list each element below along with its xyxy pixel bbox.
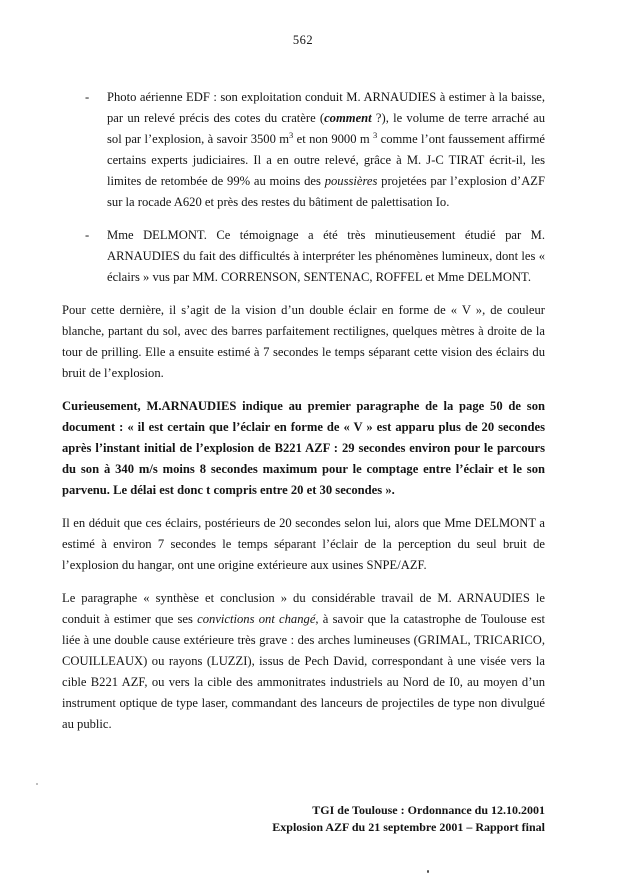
text-segment-italic: convictions ont changé (197, 612, 316, 626)
bullet-item-photo-aerienne (62, 87, 545, 213)
text-segment: Curieusement, M.ARNAUDIES indique au premier paragraphe de la page 50 de son document : « il est certain que l’éclair en forme de « V » est apparu plus de 20 secondes après l’instant initial de l’explosion de B221 AZF : 29 secondes environ pour le parcours du son à 340 m/s moins 8 secondes maximum pour le comptage entre l’éclair et le son parvenu. Le délai est donc t compris entre 20 et 30 secondes ». (62, 399, 545, 497)
bullet-dash: - (85, 90, 90, 104)
text-segment: projetées par l’explosion d’AZF sur la rocade A620 et près des restes du bâtiment de palettisation Io. (107, 174, 545, 209)
text-segment: Photo aérienne EDF : son exploitation conduit M. ARNAUDIES à estimer à la baisse, par un relevé précis des cotes du cratère ( (107, 90, 545, 125)
text-segment: Mme DELMONT. Ce témoignage a été très minutieusement étudié par M. ARNAUDIES du fait des difficultés à interpréter les phénomènes lumineux, dont les « éclairs » vus par MM. CORRENSON, SENTENAC, ROFFEL et Mme DELMONT. (107, 228, 545, 284)
bullet-text (107, 228, 545, 284)
bullet-text (107, 90, 545, 209)
text-segment: et non 9000 m (293, 132, 374, 146)
text-segment-italic: poussières (324, 174, 378, 188)
paragraph-curieusement-bold (62, 396, 545, 501)
text-segment: comme l’ont faussement affirmé certains experts judiciaires. Il a en outre relevé, grâce à M. J-C TIRAT écrit-il, les limites de retombée de 99% au moins des (107, 132, 545, 188)
paragraph-synthese-conclusion (62, 588, 545, 735)
paragraph-pour-cette-derniere (62, 300, 545, 384)
footer-line-report: Explosion AZF du 21 septembre 2001 – Rapport final (272, 819, 545, 834)
text-segment: Pour cette dernière, il s’agit de la vision d’un double éclair en forme de « V », de couleur blanche, partant du sol, avec des barres parfaitement rectilignes, quelques mètres à droite de la tour de prilling. Elle a ensuite estimé à 7 secondes le temps séparant cette vision des éclairs du bruit de l’explosion. (62, 303, 545, 380)
text-segment: , à savoir que la catastrophe de Toulouse est liée à une double cause extérieure très grave : des arches lumineuses (GRIMAL, TRICARICO, COUILLEAUX) ou rayons (LUZZI), issus de Pech David, correspondant à une visée vers la cible B221 AZF, ou vers la cible des ammonitrates industriels au Nord de I0, au moyen d’un instrument optique de type laser, commandant des lanceurs de projectiles de type non divulgué au public. (62, 612, 545, 731)
scan-speck (427, 870, 429, 873)
bullet-item-mme-delmont (62, 225, 545, 288)
text-segment: Il en déduit que ces éclairs, postérieurs de 20 secondes selon lui, alors que Mme DELMONT a estimé à environ 7 secondes le temps séparant l’éclair de la perception du seul bruit de l’explosion du hangar, ont une origine extérieure aux usines SNPE/AZF. (62, 516, 545, 572)
paragraph-il-en-deduit (62, 513, 545, 576)
page-number: 562 (292, 33, 314, 47)
text-segment: Le paragraphe « synthèse et conclusion » du considérable travail de M. ARNAUDIES le conduit à estimer que ses (62, 591, 545, 626)
page-footer (0, 802, 545, 835)
bullet-dash: - (85, 228, 90, 242)
superscript-cubed: 3 (289, 129, 294, 140)
page-content (62, 87, 545, 735)
scan-speck (36, 783, 38, 785)
footer-line-court: TGI de Toulouse : Ordonnance du 12.10.2001 (312, 803, 545, 817)
text-segment: ?), le volume de terre arraché au sol par l’explosion, à savoir 3500 m (107, 111, 546, 146)
superscript-cubed: 3 (373, 129, 378, 140)
text-segment-bold-italic: comment (324, 111, 372, 125)
